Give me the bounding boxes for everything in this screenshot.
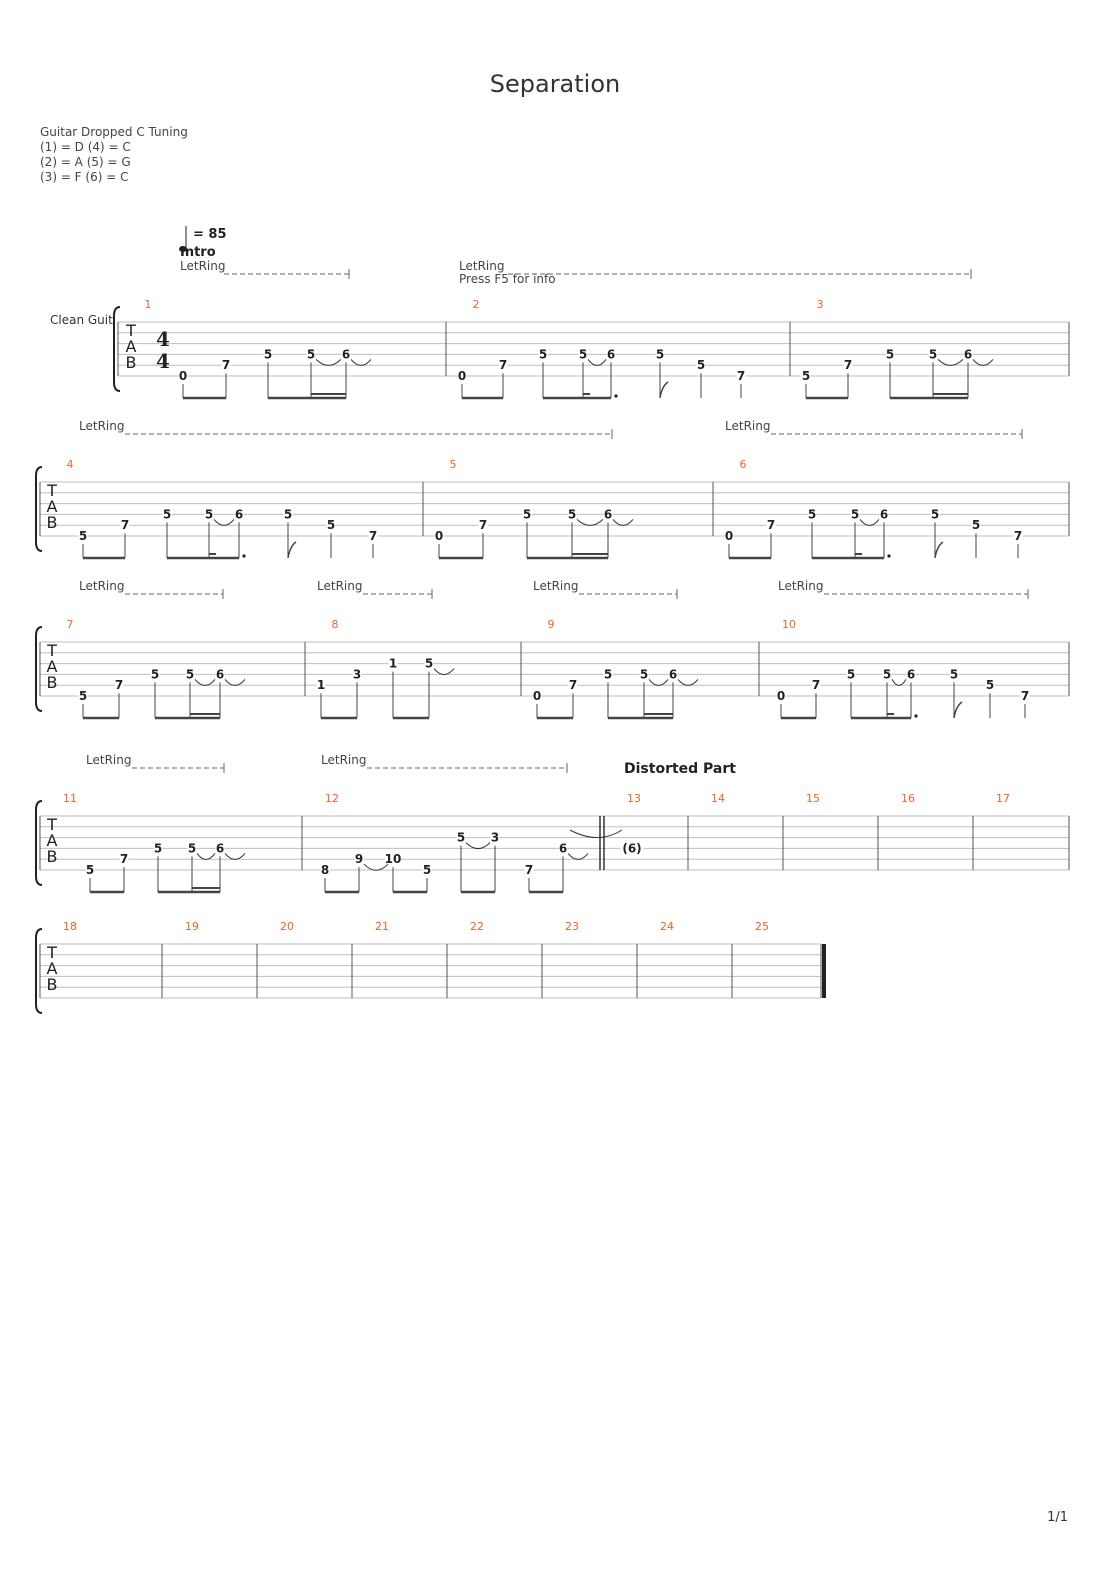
- tie-slur: [225, 853, 245, 859]
- tie-slur: [568, 853, 588, 859]
- fret-number: 5: [187, 841, 197, 856]
- fret-number: 0: [434, 529, 444, 543]
- tie-slur: [613, 519, 633, 525]
- fret-number: 7: [114, 678, 124, 693]
- letring-label: LetRing: [725, 419, 771, 433]
- fret-number: 7: [736, 369, 746, 383]
- score-title: Separation: [489, 70, 621, 98]
- fret-number: 0: [776, 689, 786, 703]
- system-bracket: [114, 307, 120, 391]
- note-flag: [954, 702, 962, 718]
- system-bracket: [36, 929, 42, 1013]
- measure-number: 19: [185, 920, 199, 933]
- fret-number: 6: [606, 347, 616, 362]
- measure-number: 21: [375, 920, 389, 933]
- tuning-line: (3) = F (6) = C: [40, 170, 129, 184]
- tie-slur: [860, 519, 879, 525]
- measure-number: 16: [901, 792, 915, 805]
- fret-number: 5: [971, 518, 981, 533]
- letring-label: LetRing: [79, 419, 125, 433]
- page-number: 1/1: [1047, 1510, 1068, 1525]
- fret-number: 6: [215, 667, 225, 682]
- fret-number: 6: [234, 507, 244, 522]
- tab-clef-letter: B: [125, 353, 137, 372]
- letring-label: LetRing: [321, 753, 367, 767]
- time-signature-numerator: 4: [156, 327, 170, 351]
- fret-number: 5: [603, 667, 613, 682]
- tab-clef-letter: T: [126, 321, 136, 340]
- measure-number: 2: [472, 298, 480, 311]
- fret-number: 5: [162, 507, 172, 522]
- tab-clef-letter: T: [47, 943, 57, 962]
- fret-number: 7: [120, 518, 130, 533]
- fret-number: 6: [341, 347, 351, 362]
- measure-number: 13: [627, 792, 641, 805]
- tie-slur: [938, 359, 963, 365]
- tie-slur: [649, 679, 668, 685]
- measure-number: 12: [325, 792, 339, 805]
- tie-slur: [973, 359, 993, 365]
- tie-slur: [588, 359, 606, 365]
- tie-slur: [678, 679, 698, 685]
- fret-number: 5: [696, 358, 706, 373]
- fret-number: 3: [352, 667, 362, 682]
- tie-slur: [225, 679, 245, 685]
- fret-number: 7: [221, 358, 231, 373]
- fret-number: 5: [185, 667, 195, 682]
- fret-number: 3: [490, 830, 500, 845]
- measure-number: 6: [739, 458, 747, 471]
- tab-clef-letter: A: [125, 337, 137, 356]
- measure-number: 11: [63, 792, 77, 805]
- measure-number: 15: [806, 792, 820, 805]
- tab-clef-letter: B: [46, 513, 58, 532]
- letring-label: LetRing: [86, 753, 132, 767]
- tie-slur: [195, 679, 215, 685]
- fret-number: 7: [1013, 529, 1023, 543]
- measure-number: 22: [470, 920, 484, 933]
- fret-number: 5: [567, 507, 577, 522]
- measure-number: 14: [711, 792, 725, 805]
- fret-number: 5: [801, 369, 811, 383]
- fret-number: 6: [603, 507, 613, 522]
- tab-clef-letter: A: [46, 831, 58, 850]
- tie-slur: [351, 359, 371, 365]
- tuning-line: (2) = A (5) = G: [40, 155, 131, 169]
- fret-number: 5: [655, 347, 665, 362]
- measure-number: 23: [565, 920, 579, 933]
- fret-number: 5: [424, 656, 434, 671]
- fret-number: 5: [283, 507, 293, 522]
- fret-number: 5: [578, 347, 588, 362]
- fret-number: 5: [78, 689, 88, 703]
- system-bracket: [36, 627, 42, 711]
- system-bracket: [36, 801, 42, 885]
- fret-number: 7: [368, 529, 378, 543]
- fret-number: 7: [843, 358, 853, 373]
- fret-number: 5: [263, 347, 273, 362]
- fret-number: 6: [906, 667, 916, 682]
- fret-number: 6: [879, 507, 889, 522]
- tab-clef-letter: B: [46, 975, 58, 994]
- dot: [242, 554, 245, 557]
- fret-number: 8: [320, 863, 330, 877]
- tie-slur: [316, 359, 341, 365]
- fret-number: 7: [119, 852, 129, 867]
- measure-number: 10: [782, 618, 796, 631]
- fret-number: 5: [306, 347, 316, 362]
- note-flag: [935, 542, 943, 558]
- tab-clef-letter: B: [46, 847, 58, 866]
- tie-slur: [434, 669, 454, 675]
- fret-number: 7: [1020, 689, 1030, 703]
- section-intro: Intro: [180, 245, 216, 260]
- tab-clef-letter: A: [46, 959, 58, 978]
- measure-number: 3: [816, 298, 824, 311]
- tab-clef-letter: T: [47, 641, 57, 660]
- measure-number: 7: [66, 618, 74, 631]
- fret-number: 6: [668, 667, 678, 682]
- fret-number: 7: [478, 518, 488, 533]
- fret-number: 5: [326, 518, 336, 533]
- fret-number: 1: [316, 678, 326, 693]
- fret-number: (6): [622, 841, 642, 856]
- tab-clef-letter: B: [46, 673, 58, 692]
- letring-label: LetRing: [180, 259, 226, 273]
- fret-number: 7: [766, 518, 776, 533]
- fret-number: 5: [882, 667, 892, 682]
- fret-number: 5: [456, 830, 466, 845]
- fret-number: 5: [807, 507, 817, 522]
- fret-number: 5: [928, 347, 938, 362]
- fret-number: 5: [204, 507, 214, 522]
- time-signature-denominator: 4: [156, 349, 170, 373]
- fret-number: 0: [532, 689, 542, 703]
- measure-number: 4: [66, 458, 74, 471]
- fret-number: 5: [639, 667, 649, 682]
- fret-number: 5: [422, 863, 432, 877]
- fret-number: 5: [850, 507, 860, 522]
- tab-clef-letter: A: [46, 657, 58, 676]
- fret-number: 6: [963, 347, 973, 362]
- letring-label: LetRing: [459, 259, 505, 273]
- measure-number: 8: [331, 618, 339, 631]
- measure-number: 25: [755, 920, 769, 933]
- letring-label: LetRing: [533, 579, 579, 593]
- fret-number: 0: [724, 529, 734, 543]
- fret-number: 7: [568, 678, 578, 693]
- tie-slur: [197, 853, 215, 859]
- tie-slur: [570, 830, 622, 838]
- fret-number: 5: [153, 841, 163, 856]
- measure-number: 20: [280, 920, 294, 933]
- fret-number: 7: [811, 678, 821, 693]
- fret-number: 5: [150, 667, 160, 682]
- fret-number: 6: [558, 841, 568, 856]
- tie-slur: [214, 519, 234, 525]
- measure-number: 1: [144, 298, 152, 311]
- tab-clef-letter: T: [47, 815, 57, 834]
- measure-number: 9: [547, 618, 555, 631]
- fret-number: 5: [930, 507, 940, 522]
- measure-number: 18: [63, 920, 77, 933]
- fret-number: 5: [78, 529, 88, 543]
- tuning-header: Guitar Dropped C Tuning: [40, 125, 188, 139]
- measure-number: 24: [660, 920, 674, 933]
- fret-number: 5: [522, 507, 532, 522]
- fret-number: 9: [354, 852, 364, 867]
- dot: [614, 394, 617, 397]
- letring-label: LetRing: [79, 579, 125, 593]
- note-flag: [288, 542, 296, 558]
- system-bracket: [36, 467, 42, 551]
- fret-number: 5: [85, 863, 95, 877]
- fret-number: 0: [457, 369, 467, 383]
- fret-number: 10: [384, 852, 402, 867]
- fret-number: 6: [215, 841, 225, 856]
- fret-number: 7: [498, 358, 508, 373]
- dot: [914, 714, 917, 717]
- fret-number: 5: [538, 347, 548, 362]
- section-distorted: Distorted Part: [624, 761, 736, 777]
- final-barline: [822, 944, 826, 998]
- letring-label: LetRing: [778, 579, 824, 593]
- note-flag: [660, 382, 668, 398]
- tie-slur: [466, 843, 490, 849]
- fret-number: 1: [388, 656, 398, 671]
- tie-slur: [577, 519, 603, 525]
- track-label: Clean Guit: [50, 313, 113, 327]
- measure-number: 5: [449, 458, 457, 471]
- fret-number: 5: [949, 667, 959, 682]
- dot: [887, 554, 890, 557]
- fret-number: 7: [524, 863, 534, 877]
- fret-number: 5: [885, 347, 895, 362]
- fret-number: 5: [985, 678, 995, 693]
- tempo-label: = 85: [193, 227, 227, 242]
- tab-clef-letter: T: [47, 481, 57, 500]
- hint-text: Press F5 for info: [459, 272, 556, 286]
- letring-label: LetRing: [317, 579, 363, 593]
- measure-number: 17: [996, 792, 1010, 805]
- fret-number: 5: [846, 667, 856, 682]
- fret-number: 0: [178, 369, 188, 383]
- tie-slur: [892, 679, 906, 685]
- tab-clef-letter: A: [46, 497, 58, 516]
- tuning-line: (1) = D (4) = C: [40, 140, 131, 154]
